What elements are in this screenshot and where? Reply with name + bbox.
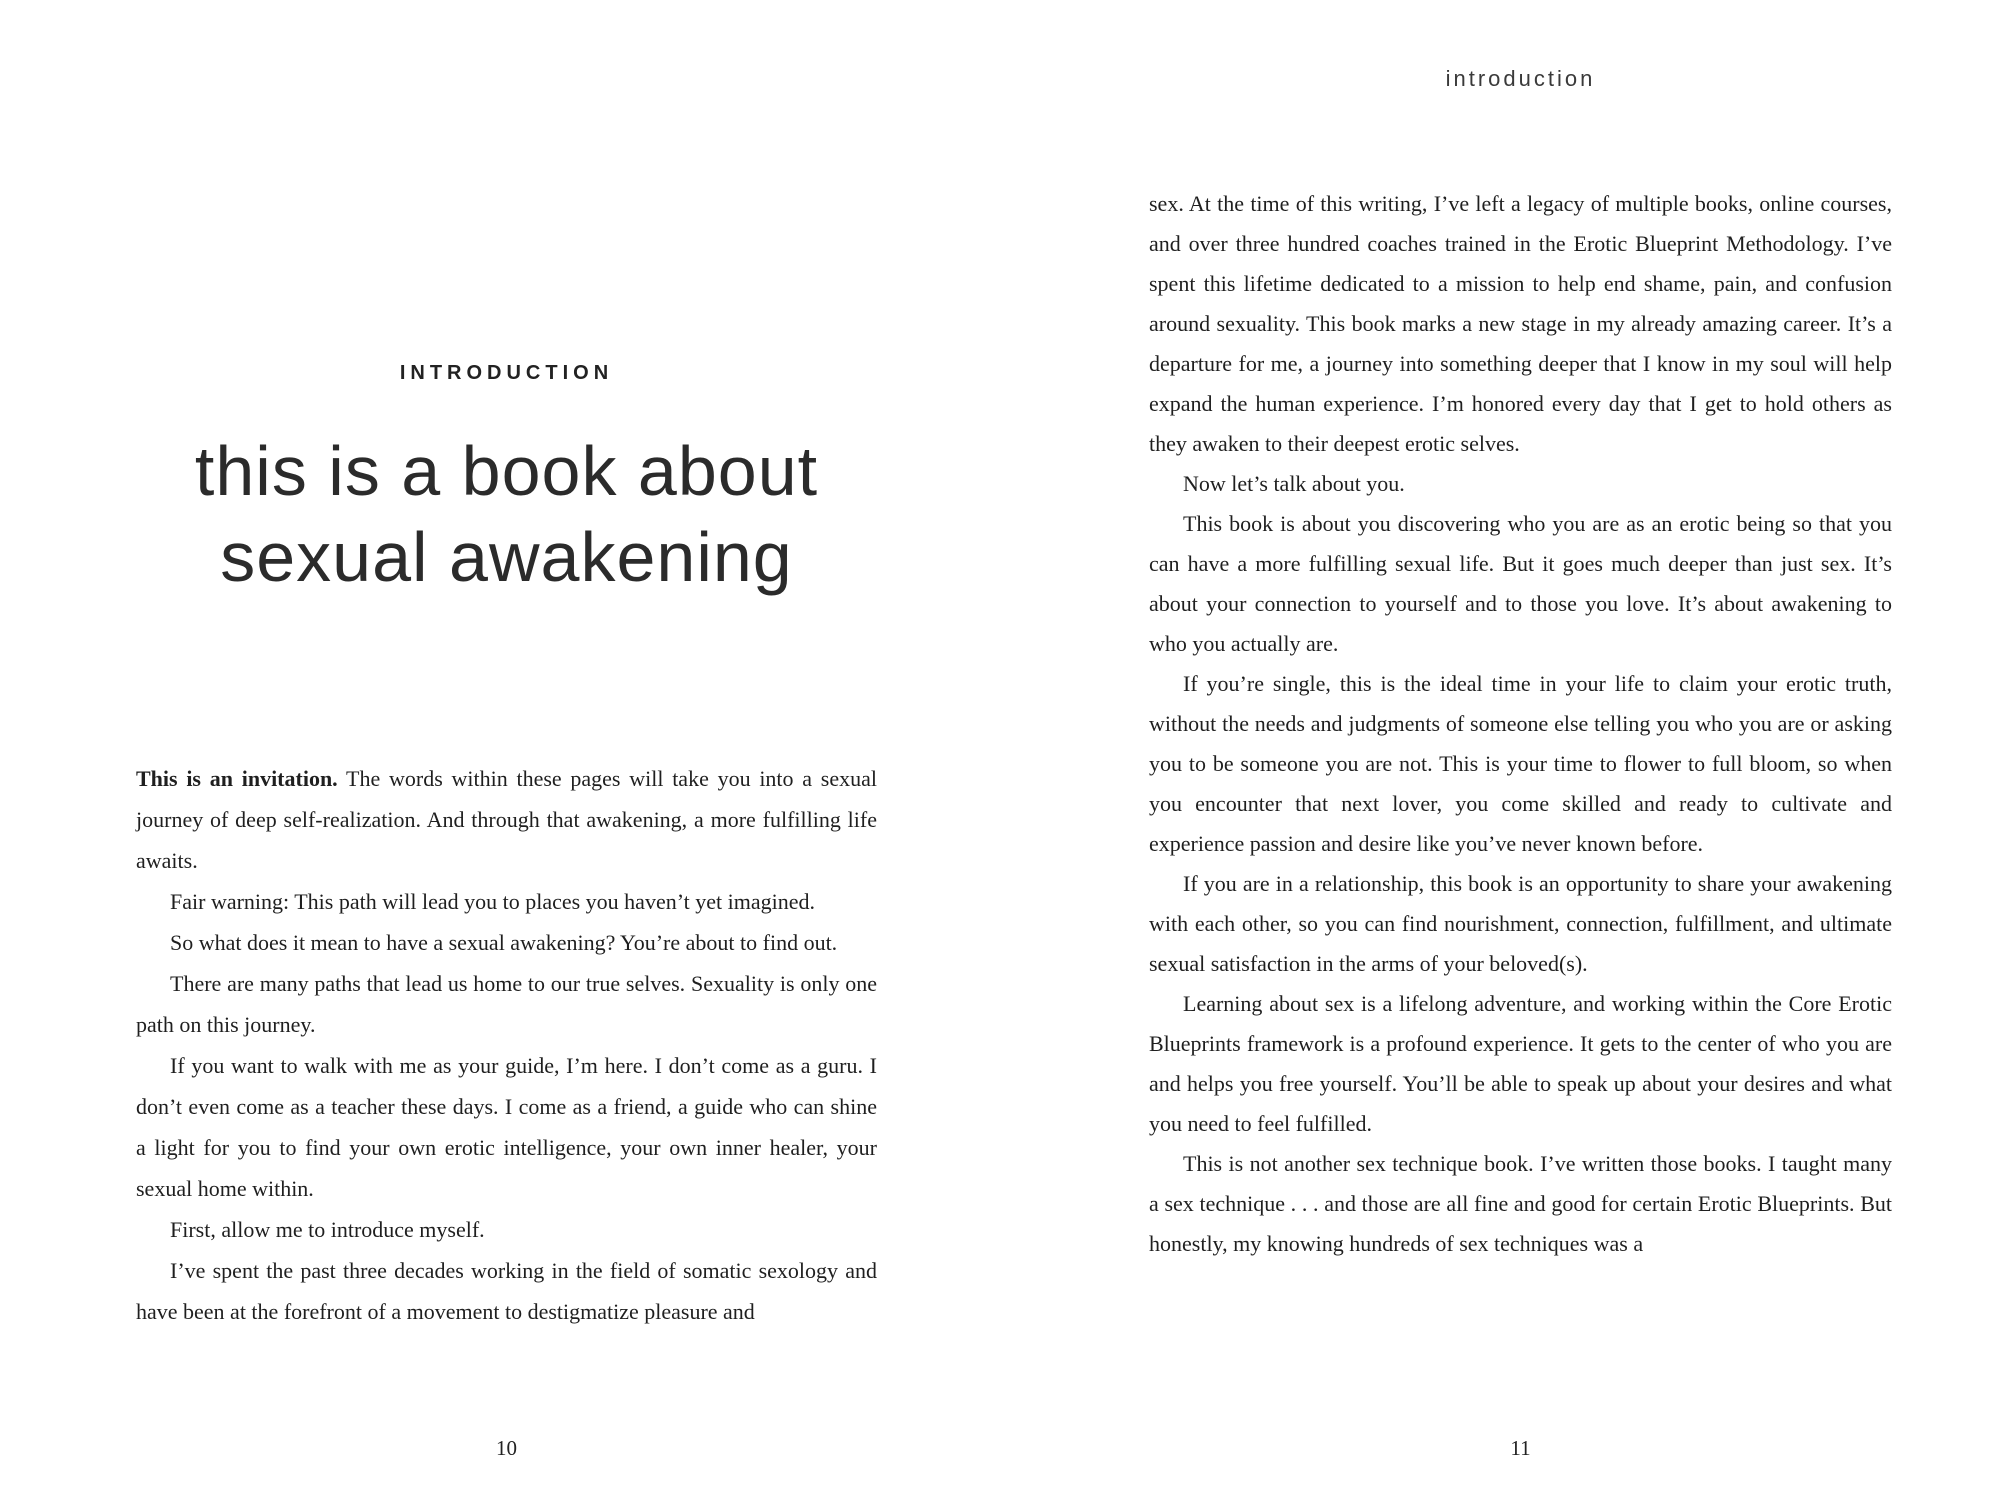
paragraph: If you’re single, this is the ideal time in your life to claim your erotic truth, without the needs and judgments of someone else telling you who you are or asking you to be someone you are not. This is your time to flower to full bloom, so when you encounter that next lover, you come skilled and ready to cultivate and experience passion and desire like you’ve never known before. bbox=[1149, 671, 1892, 856]
chapter-title-line2: sexual awakening bbox=[220, 518, 793, 596]
paragraph: I’ve spent the past three decades working in the field of somatic sexology and have been at the forefront of a movement to destigmatize pleasure and bbox=[136, 1258, 877, 1324]
paragraph-text: The words within these pages will take you into a sexual journey of deep self-realization. And through that awakening, a more fulfilling life awaits. bbox=[136, 766, 877, 873]
paragraph: This is not another sex technique book. I’ve written those books. I taught many a sex technique . . . and those are all fine and good for certain Erotic Blueprints. But honestly, my knowing hundreds of sex techniques was a bbox=[1149, 1151, 1892, 1256]
paragraph: There are many paths that lead us home to our true selves. Sexuality is only one path on this journey. bbox=[136, 971, 877, 1037]
left-page bbox=[136, 0, 877, 1500]
paragraph bbox=[136, 758, 877, 881]
page-number-left: 10 bbox=[496, 1436, 517, 1460]
left-page-body bbox=[136, 758, 877, 1332]
paragraph: Learning about sex is a lifelong adventure, and working within the Core Erotic Blueprints framework is a profound experience. It gets to the center of who you are and helps you free yourself. You’ll be able to speak up about your desires and what you need to feel fulfilled. bbox=[1149, 991, 1892, 1136]
chapter-title-line1: this is a book about bbox=[194, 432, 819, 510]
paragraph: If you are in a relationship, this book is an opportunity to share your awakening with each other, so you can find nourishment, connection, fulfillment, and ultimate sexual satisfaction in the arms of your beloved(s). bbox=[1149, 871, 1892, 976]
paragraph: This book is about you discovering who you are as an erotic being so that you can have a more fulfilling sexual life. But it goes much deeper than just sex. It’s about your connection to yourself and to those you love. It’s about awakening to who you actually are. bbox=[1149, 511, 1892, 656]
running-header: introduction bbox=[1445, 66, 1596, 91]
paragraph: If you want to walk with me as your guide, I’m here. I don’t come as a guru. I don’t even come as a teacher these days. I come as a friend, a guide who can shine a light for you to find your own erotic intelligence, your own inner healer, your sexual home within. bbox=[136, 1053, 877, 1201]
paragraph: Now let’s talk about you. bbox=[1183, 471, 1405, 496]
page-number-right: 11 bbox=[1510, 1436, 1531, 1460]
paragraph-lead: This is an invitation. bbox=[136, 766, 338, 791]
chapter-title bbox=[136, 428, 877, 600]
right-page bbox=[1149, 0, 1892, 1500]
paragraph: First, allow me to introduce myself. bbox=[170, 1217, 485, 1242]
paragraph: sex. At the time of this writing, I’ve left a legacy of multiple books, online courses, and over three hundred coaches trained in the Erotic Blueprint Methodology. I’ve spent this lifetime dedicated to a mission to help end shame, pain, and confusion around sexuality. This book marks a new stage in my already amazing career. It’s a departure for me, a journey into something deeper that I know in my soul will help expand the human experience. I’m honored every day that I get to hold others as they awaken to their deepest erotic selves. bbox=[1149, 191, 1892, 456]
paragraph: So what does it mean to have a sexual awakening? You’re about to find out. bbox=[170, 930, 838, 955]
chapter-kicker: INTRODUCTION bbox=[399, 362, 614, 384]
paragraph: Fair warning: This path will lead you to places you haven’t yet imagined. bbox=[170, 889, 815, 914]
right-page-body bbox=[1149, 184, 1892, 1264]
